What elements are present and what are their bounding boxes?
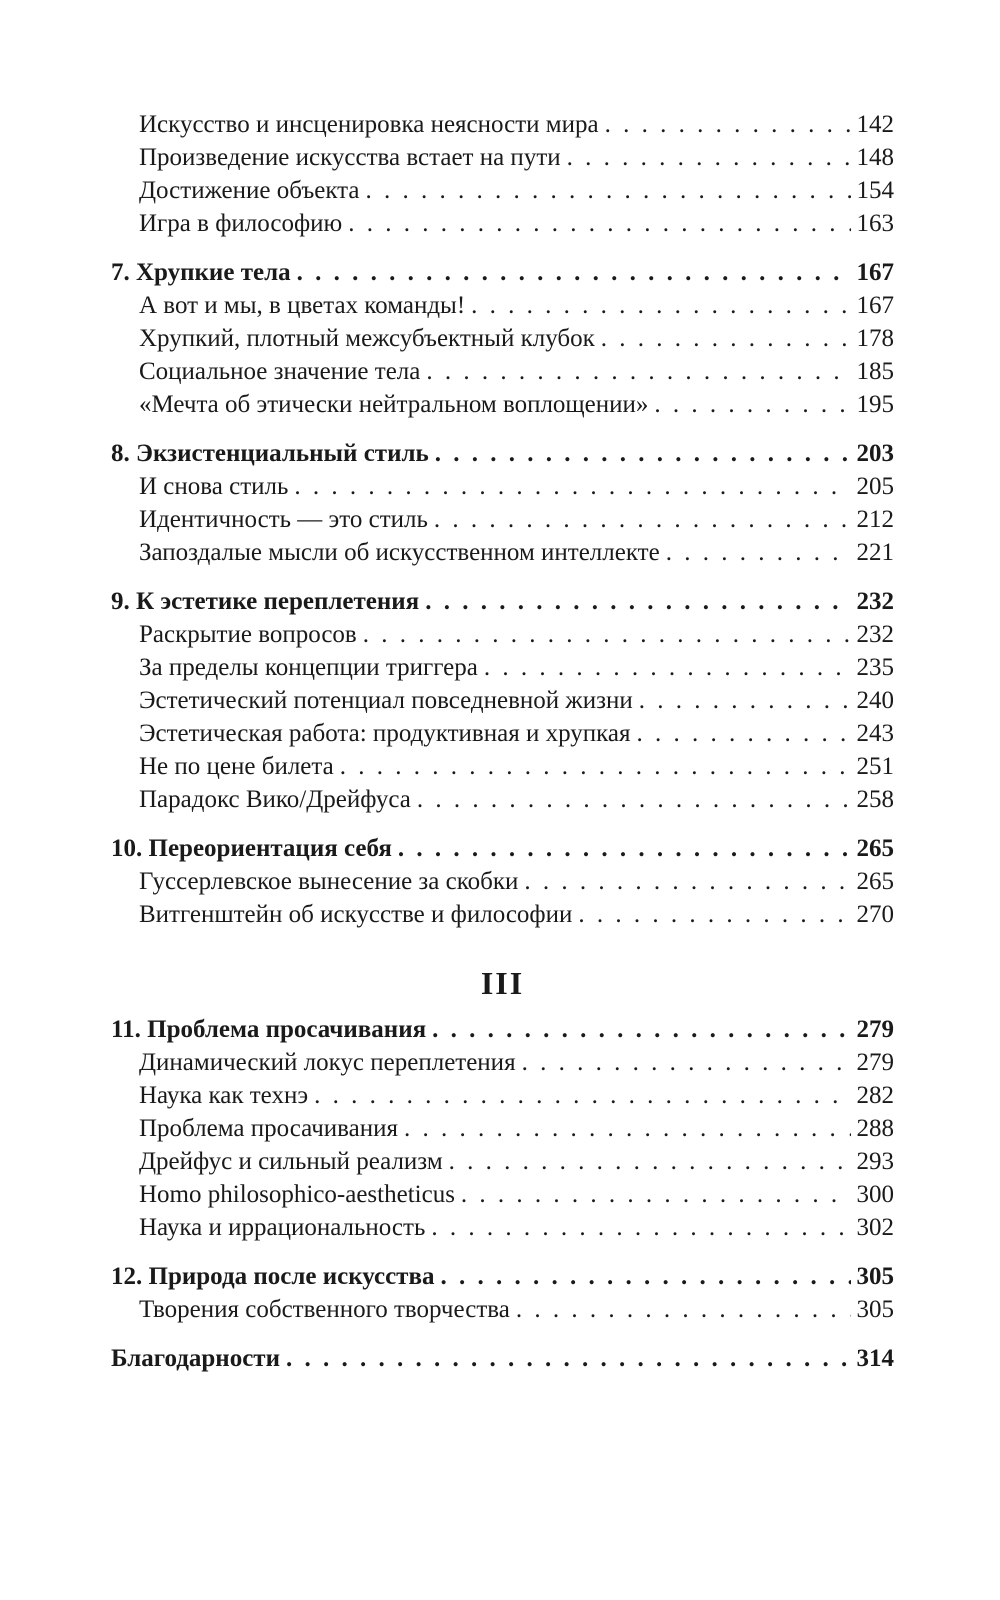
toc-section-entry [111, 618, 894, 651]
toc-entry-title: За пределы концепции триггера [139, 654, 478, 681]
toc-page-number: 163 [856, 210, 894, 237]
dot-leader [297, 256, 851, 289]
toc-group [111, 1342, 894, 1375]
toc-entry-title: Эстетическая работа: продуктивная и хрупкая [139, 720, 631, 747]
toc-page-number: 203 [856, 440, 894, 467]
dot-leader [516, 1293, 851, 1326]
toc-chapter-entry [111, 1342, 894, 1375]
toc-page-number: 142 [856, 111, 894, 138]
toc-group [111, 1013, 894, 1244]
toc-entry-title: Эстетический потенциал повседневной жизни [139, 687, 633, 714]
dot-leader [666, 536, 851, 569]
toc-section-entry [111, 651, 894, 684]
toc-chapter-entry [111, 1260, 894, 1293]
dot-leader [432, 1013, 850, 1046]
toc-entry-title: Достижение объекта [139, 177, 360, 204]
toc-page-number: 251 [856, 753, 894, 780]
toc-section-before [111, 108, 894, 931]
toc-page-number: 178 [856, 325, 894, 352]
dot-leader [340, 750, 851, 783]
dot-leader [426, 355, 850, 388]
toc-entry-title: Проблема просачивания [139, 1115, 398, 1142]
toc-entry-title: Раскрытие вопросов [139, 621, 357, 648]
toc-section-entry [111, 1079, 894, 1112]
toc-entry-title: Витгенштейн об искусстве и философии [139, 901, 573, 928]
toc-page-number: 302 [856, 1214, 894, 1241]
toc-section-entry [111, 503, 894, 536]
toc-page-number: 270 [856, 901, 894, 928]
toc-page-number: 305 [856, 1296, 894, 1323]
toc-section-entry [111, 1145, 894, 1178]
toc-entry-title: Наука и иррациональность [139, 1214, 426, 1241]
toc-section-entry [111, 1112, 894, 1145]
toc-section-entry [111, 684, 894, 717]
toc-section-entry [111, 1046, 894, 1079]
toc-page-number: 282 [856, 1082, 894, 1109]
toc-section-entry [111, 322, 894, 355]
toc-page-number: 279 [856, 1016, 894, 1043]
toc-entry-title: И снова стиль [139, 473, 289, 500]
toc-section-entry [111, 783, 894, 816]
toc-entry-title: Не по цене билета [139, 753, 334, 780]
toc-section-entry [111, 898, 894, 931]
toc-page-number: 212 [856, 506, 894, 533]
toc-section-entry [111, 750, 894, 783]
toc-entry-title: Игра в философию [139, 210, 343, 237]
toc-page-number: 195 [856, 391, 894, 418]
toc-page-number: 232 [856, 588, 894, 615]
toc-entry-title: Динамический локус переплетения [139, 1049, 516, 1076]
dot-leader [417, 783, 851, 816]
toc-group [111, 585, 894, 816]
dot-leader [314, 1079, 850, 1112]
dot-leader [654, 388, 850, 421]
dot-leader [637, 717, 851, 750]
toc-entry-title: 8. Экзистенциальный стиль [111, 440, 429, 467]
toc-section-entry [111, 470, 894, 503]
toc-section-entry [111, 141, 894, 174]
toc-section-entry [111, 1211, 894, 1244]
toc-page-number: 240 [856, 687, 894, 714]
toc-section-entry [111, 174, 894, 207]
toc-entry-title: Запоздалые мысли об искусственном интеллекте [139, 539, 660, 566]
part-heading: III [480, 965, 525, 1001]
toc-page-number: 265 [856, 868, 894, 895]
toc-page-number: 300 [856, 1181, 894, 1208]
toc-chapter-entry [111, 437, 894, 470]
toc-group [111, 437, 894, 569]
dot-leader [449, 1145, 851, 1178]
toc-section-entry [111, 108, 894, 141]
toc-entry-title: Социальное значение тела [139, 358, 421, 385]
toc-page-number: 205 [856, 473, 894, 500]
toc-page-number: 235 [856, 654, 894, 681]
toc-page-number: 293 [856, 1148, 894, 1175]
toc-entry-title: 10. Переориентация себя [111, 835, 392, 862]
toc-section-entry [111, 388, 894, 421]
toc-entry-title: Произведение искусства встает на пути [139, 144, 561, 171]
toc-entry-title: Наука как технэ [139, 1082, 309, 1109]
toc-section-entry [111, 289, 894, 322]
toc-entry-title: Гуссерлевское вынесение за скобки [139, 868, 519, 895]
toc-page-number: 148 [856, 144, 894, 171]
toc-page-number: 314 [856, 1345, 894, 1372]
toc-entry-title: Искусство и инсценировка неясности мира [139, 111, 599, 138]
toc-section-entry [111, 1293, 894, 1326]
toc-page-number: 288 [856, 1115, 894, 1142]
toc-entry-title: 9. К эстетике переплетения [111, 588, 420, 615]
dot-leader [286, 1342, 851, 1375]
toc-entry-title: Творения собственного творчества [139, 1296, 510, 1323]
dot-leader [524, 865, 850, 898]
dot-leader [601, 322, 851, 355]
toc-page-number: 305 [856, 1263, 894, 1290]
toc-chapter-entry [111, 832, 894, 865]
toc-page-number: 167 [856, 292, 894, 319]
dot-leader [425, 585, 850, 618]
dot-leader [363, 618, 851, 651]
dot-leader [461, 1178, 851, 1211]
dot-leader [578, 898, 850, 931]
toc-chapter-entry [111, 585, 894, 618]
dot-leader [639, 684, 851, 717]
table-of-contents [111, 108, 894, 1391]
dot-leader [348, 207, 850, 240]
toc-group [111, 256, 894, 421]
toc-group [111, 108, 894, 240]
toc-entry-title: Homo philosophico-aestheticus [139, 1181, 455, 1208]
toc-group [111, 832, 894, 931]
toc-chapter-entry [111, 1013, 894, 1046]
dot-leader [440, 1260, 850, 1293]
dot-leader [404, 1112, 851, 1145]
toc-group [111, 1260, 894, 1326]
dot-leader [365, 174, 850, 207]
toc-page-number: 243 [856, 720, 894, 747]
toc-entry-title: Дрейфус и сильный реализм [139, 1148, 443, 1175]
toc-section-entry [111, 207, 894, 240]
toc-section-entry [111, 1178, 894, 1211]
dot-leader [434, 503, 851, 536]
toc-page-number: 167 [856, 259, 894, 286]
toc-section-entry [111, 355, 894, 388]
dot-leader [522, 1046, 851, 1079]
toc-page-number: 154 [856, 177, 894, 204]
toc-page-number: 185 [856, 358, 894, 385]
toc-entry-title: Идентичность — это стиль [139, 506, 428, 533]
dot-leader [567, 141, 851, 174]
toc-entry-title: «Мечта об этически нейтральном воплощении» [139, 391, 649, 418]
toc-entry-title: 7. Хрупкие тела [111, 259, 291, 286]
toc-page-number: 221 [856, 539, 894, 566]
dot-leader [398, 832, 851, 865]
toc-chapter-entry [111, 256, 894, 289]
toc-entry-title: Парадокс Вико/Дрейфуса [139, 786, 411, 813]
toc-section-entry [111, 717, 894, 750]
dot-leader [605, 108, 851, 141]
dot-leader [471, 289, 850, 322]
toc-page-number: 279 [856, 1049, 894, 1076]
toc-entry-title: 11. Проблема просачивания [111, 1016, 427, 1043]
toc-entry-title: 12. Природа после искусства [111, 1263, 435, 1290]
dot-leader [484, 651, 851, 684]
dot-leader [431, 1211, 850, 1244]
toc-section-after [111, 1013, 894, 1375]
dot-leader [435, 437, 851, 470]
toc-entry-title: Благодарности [111, 1345, 280, 1372]
toc-section-entry [111, 536, 894, 569]
toc-page-number: 232 [856, 621, 894, 648]
toc-entry-title: А вот и мы, в цветах команды! [139, 292, 466, 319]
toc-page-number: 265 [856, 835, 894, 862]
toc-page-number: 258 [856, 786, 894, 813]
toc-section-entry [111, 865, 894, 898]
dot-leader [294, 470, 850, 503]
toc-entry-title: Хрупкий, плотный межсубъектный клубок [139, 325, 595, 352]
